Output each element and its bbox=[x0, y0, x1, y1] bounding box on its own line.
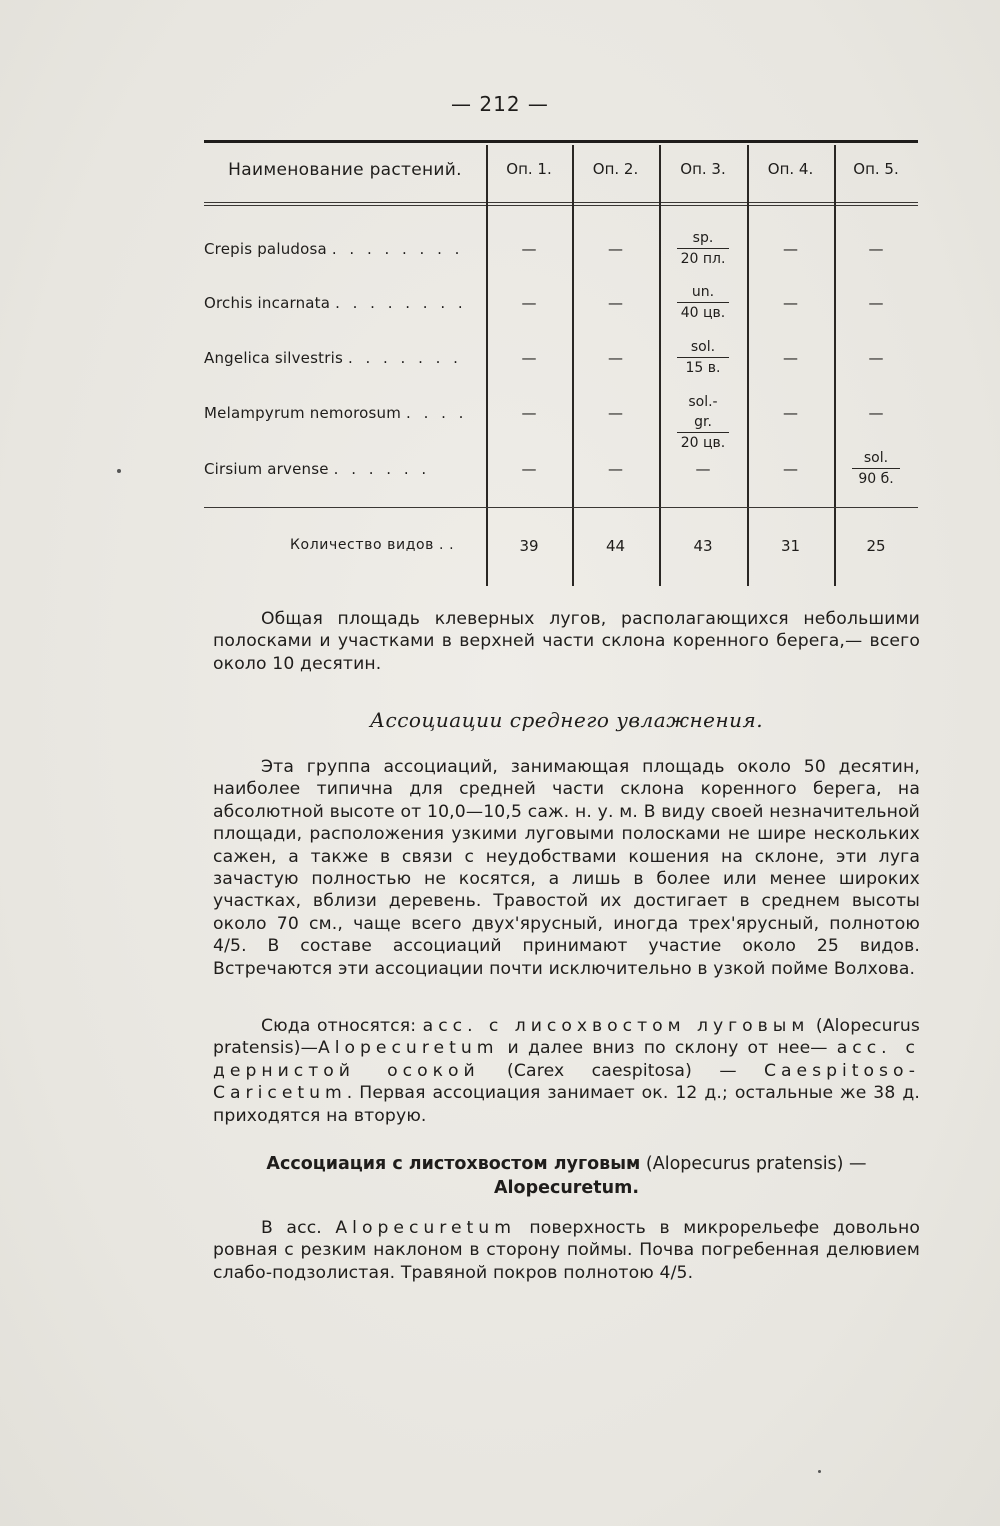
table-top-rule bbox=[204, 140, 918, 143]
paragraph-associations-list: Сюда относятся: асс. с лисохвостом луговым (Alopecurus pratensis)—Alopecuretum и далее вниз по склону от нее— асс. с дернистой осокой (Carex caespitosa) — Caespitoso-Caricetum. Первая ассоциация занимает ок. 12 д.; остальные же 38 д. приходятся на вторую. bbox=[213, 1016, 921, 1126]
table-cell-dash: — bbox=[695, 460, 711, 478]
table-cell-fraction bbox=[677, 282, 729, 323]
table-cell-dash: — bbox=[868, 404, 884, 422]
fraction-denominator: 15 в. bbox=[685, 360, 721, 376]
total-value: 25 bbox=[866, 537, 886, 555]
total-value: 39 bbox=[519, 537, 539, 555]
species-name: Orchis incarnata bbox=[204, 294, 331, 312]
fraction-numerator: sp. bbox=[677, 228, 729, 249]
leader-dots: . . . . . . . . bbox=[331, 240, 464, 258]
fraction-numerator: un. bbox=[677, 282, 729, 303]
species-name: Cirsium arvense bbox=[204, 460, 329, 478]
leader-dots: . . . . . . bbox=[333, 460, 431, 478]
row-species-name bbox=[204, 404, 467, 422]
table-cell-dash: — bbox=[868, 294, 884, 312]
total-value: 44 bbox=[605, 537, 626, 555]
leader-dots: . . . . . . . bbox=[347, 349, 462, 367]
table-header-cell: Оп. 1. bbox=[506, 160, 552, 178]
fraction-denominator: 20 пл. bbox=[680, 251, 726, 267]
table-cell-dash: — bbox=[608, 240, 623, 258]
paragraph-alopecuretum: В асс. Alopecuretum поверхность в микрорельефе довольно ровная с резким наклоном в сторону поймы. Почва погребенная делювием слабо-подзолистая. Травяной покров полнотою 4/5. bbox=[213, 1218, 920, 1283]
table-cell-dash: — bbox=[783, 460, 798, 478]
table-header-cell: Оп. 3. bbox=[680, 160, 726, 178]
row-species-name bbox=[204, 460, 430, 478]
species-name: Melampyrum nemorosum bbox=[204, 404, 402, 422]
print-speck bbox=[818, 1470, 821, 1473]
table-header-name: Наименование растений. bbox=[228, 160, 462, 180]
fraction-denominator: 40 цв. bbox=[680, 305, 726, 321]
table-cell-dash: — bbox=[521, 460, 537, 478]
page-number: — 212 — bbox=[451, 92, 549, 116]
total-value: 31 bbox=[780, 537, 801, 555]
table-col-divider bbox=[659, 145, 661, 586]
leader-dots: . . . . bbox=[406, 404, 468, 422]
fraction-numerator: sol.-gr. bbox=[677, 392, 729, 433]
table-cell-dash: — bbox=[783, 294, 798, 312]
species-name: Crepis paludosa bbox=[204, 240, 327, 258]
table-cell-fraction bbox=[852, 448, 900, 489]
row-species-name bbox=[204, 294, 467, 312]
table-cell-dash: — bbox=[521, 294, 537, 312]
paragraph-association-group: Эта группа ассоциаций, занимающая площадь около 50 десятин, наиболее типична для средней части склона коренного берега, на абсолютной высоте от 10,0—10,5 саж. н. у. м. В виду своей незначительной площади, расположения узкими луговыми полосками не шире нескольких сажен, а также в связи с неудобствами кошения на склоне, эти луга зачастую полностью не косятся, а лишь в более или менее широких участках, вблизи деревень. Травостой их достигает в среднем высоты около 70 см., чаще всего двух'ярусный, иногда трех'ярусный, полнотою 4/5. В составе ассоциаций принимают участие около 25 видов. Встречаются эти ассоциации почти исключительно в узкой пойме Волхова. bbox=[213, 757, 920, 979]
fraction-numerator: sol. bbox=[852, 448, 900, 469]
row-species-name bbox=[204, 240, 463, 258]
table-cell-dash: — bbox=[521, 404, 537, 422]
species-name: Angelica silvestris bbox=[204, 349, 343, 367]
table-cell-dash: — bbox=[868, 240, 884, 258]
fraction-denominator: 90 б. bbox=[858, 471, 894, 487]
total-value: 43 bbox=[693, 537, 713, 555]
leader-dots: . . . . . . . . bbox=[335, 294, 467, 312]
paragraph-clover-area: Общая площадь клеверных лугов, располагающихся небольшими полосками и участками в верхней части склона коренного берега,— всего около 10 десятин. bbox=[213, 609, 920, 674]
species-table bbox=[204, 140, 918, 586]
table-cell-dash: — bbox=[608, 460, 623, 478]
table-cell-dash: — bbox=[608, 349, 623, 367]
fraction-numerator: sol. bbox=[677, 337, 729, 358]
table-cell-fraction bbox=[677, 392, 729, 453]
table-header-cell: Оп. 5. bbox=[853, 160, 899, 178]
fraction-denominator: 20 цв. bbox=[680, 435, 726, 451]
table-cell-dash: — bbox=[521, 349, 537, 367]
table-header-cell: Оп. 4. bbox=[767, 160, 814, 178]
subsection-heading: Ассоциация с листохвостом луговым (Alopecurus pratensis) — Alopecuretum. bbox=[266, 1154, 867, 1198]
table-cell-fraction bbox=[677, 337, 729, 378]
row-species-name bbox=[204, 349, 462, 367]
total-rule bbox=[204, 507, 486, 508]
total-rule bbox=[486, 507, 918, 508]
table-cell-dash: — bbox=[783, 240, 798, 258]
table-cell-dash: — bbox=[783, 404, 798, 422]
print-speck bbox=[117, 469, 121, 473]
table-header-cell: Оп. 2. bbox=[592, 160, 639, 178]
table-header-rule bbox=[204, 202, 918, 206]
section-heading: Ассоциации среднего увлажнения. bbox=[369, 708, 764, 732]
table-cell-dash: — bbox=[608, 294, 623, 312]
table-cell-dash: — bbox=[868, 349, 884, 367]
total-label: Количество видов . . bbox=[290, 537, 455, 553]
table-cell-dash: — bbox=[608, 404, 623, 422]
table-cell-fraction bbox=[677, 228, 729, 269]
table-cell-dash: — bbox=[783, 349, 798, 367]
table-cell-dash: — bbox=[521, 240, 537, 258]
